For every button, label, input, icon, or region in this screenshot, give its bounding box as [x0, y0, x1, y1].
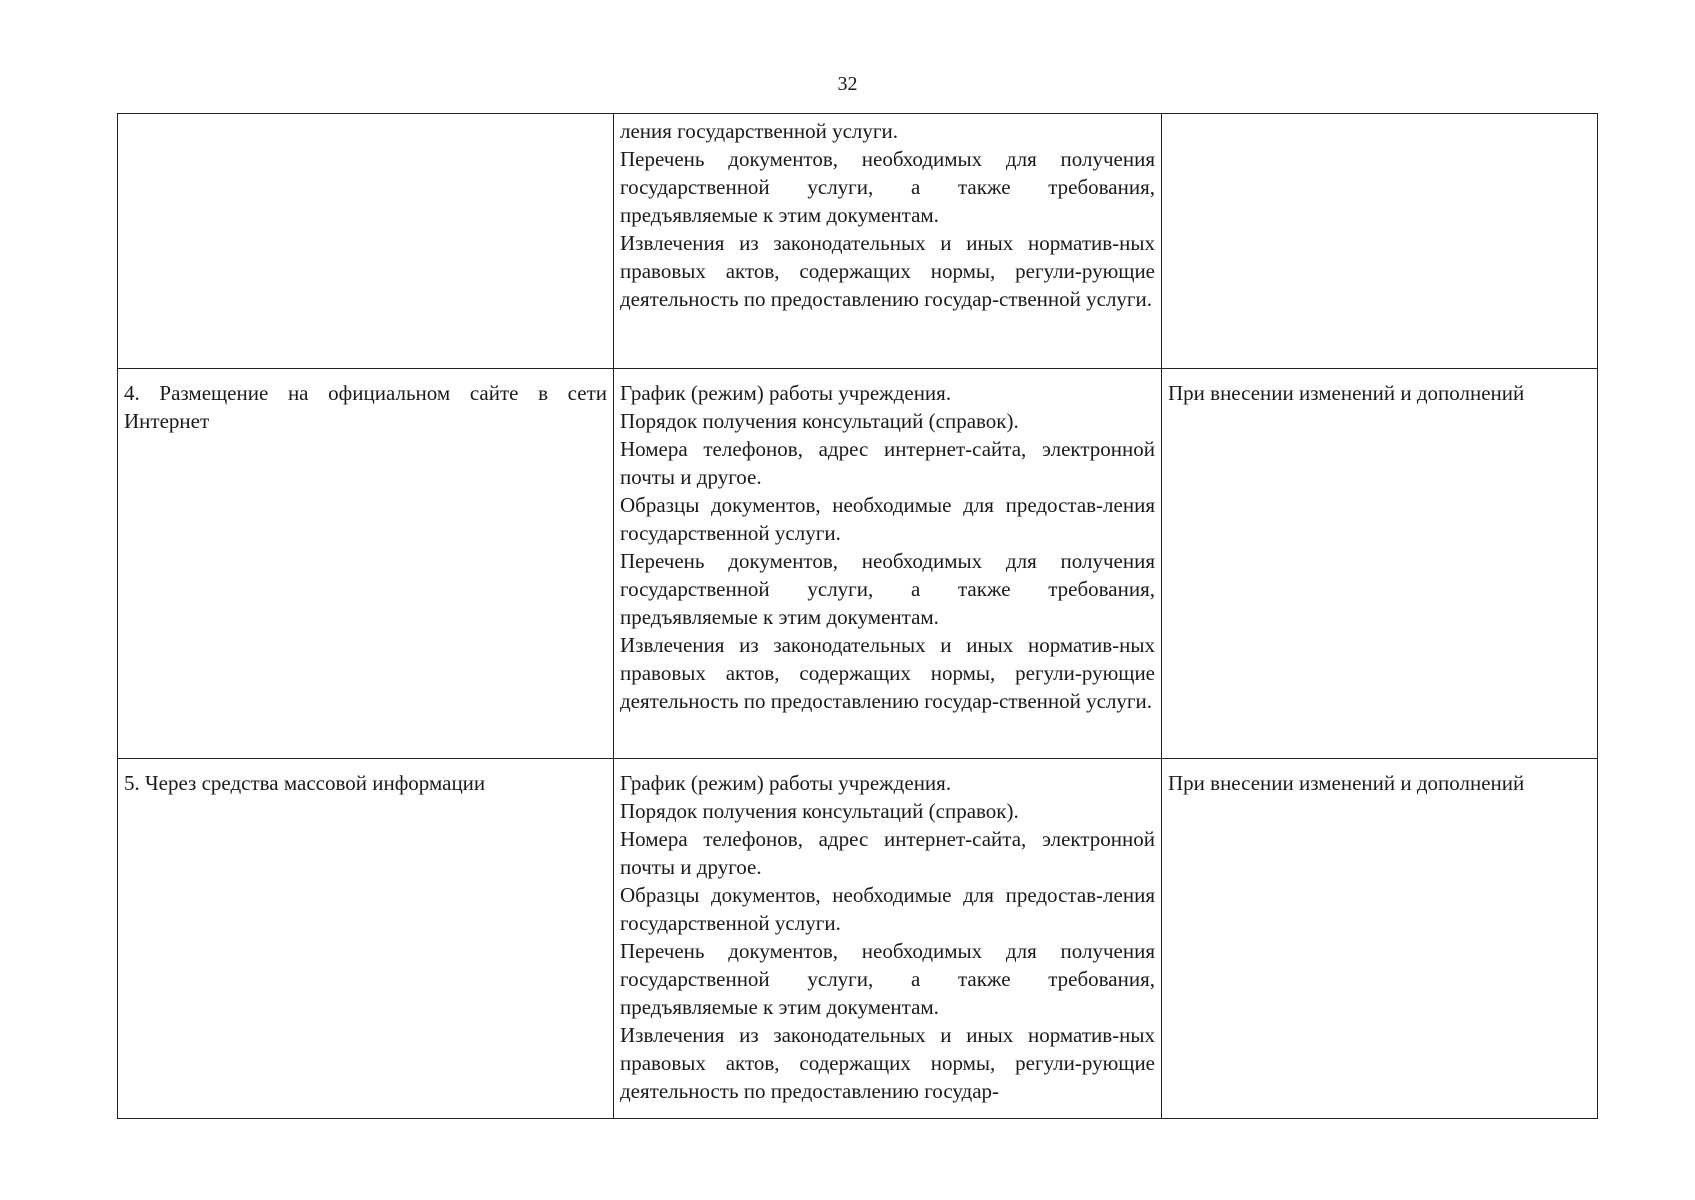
method-cell: [118, 114, 614, 369]
page-number: 32: [837, 73, 858, 95]
content-paragraph: Порядок получения консультаций (справок).: [620, 409, 1019, 433]
content-paragraph: Номера телефонов, адрес интернет-сайта, электронной почты и другое.: [620, 437, 1155, 489]
content-paragraph: Образцы документов, необходимые для предостав-ления государственной услуги.: [620, 493, 1155, 545]
method-cell: [118, 759, 614, 1119]
content-cell: [614, 369, 1162, 759]
table-row: [118, 114, 1598, 369]
content-paragraph: Перечень документов, необходимых для получения государственной услуги, а также требования, предъявляемые к этим документам.: [620, 549, 1155, 629]
method-text: 5. Через средства массовой информации: [124, 771, 486, 795]
content-paragraph: Порядок получения консультаций (справок).: [620, 799, 1019, 823]
method-text: 4. Размещение на официальном сайте в сети Интернет: [124, 381, 607, 433]
frequency-cell: [1162, 369, 1598, 759]
content-paragraph: Перечень документов, необходимых для получения государственной услуги, а также требования, предъявляемые к этим документам.: [620, 147, 1155, 227]
frequency-cell: [1162, 114, 1598, 369]
content-paragraph: Перечень документов, необходимых для получения государственной услуги, а также требования, предъявляемые к этим документам.: [620, 939, 1155, 1019]
content-paragraph: График (режим) работы учреждения.: [620, 381, 952, 405]
frequency-text: При внесении изменений и дополнений: [1168, 381, 1525, 405]
frequency-text: При внесении изменений и дополнений: [1168, 771, 1525, 795]
content-paragraph: Извлечения из законодательных и иных норматив-ных правовых актов, содержащих нормы, регули-рующие деятельность по предоставлению государ-ственной услуги.: [620, 231, 1155, 311]
content-paragraph: График (режим) работы учреждения.: [620, 771, 952, 795]
table-row: [118, 369, 1598, 759]
method-cell: [118, 369, 614, 759]
content-cell: [614, 759, 1162, 1119]
content-paragraph: Образцы документов, необходимые для предостав-ления государственной услуги.: [620, 883, 1155, 935]
frequency-cell: [1162, 759, 1598, 1119]
table-row: [118, 759, 1598, 1119]
content-cell: [614, 114, 1162, 369]
information-table: [117, 113, 1598, 1119]
content-paragraph: ления государственной услуги.: [620, 119, 899, 143]
content-paragraph: Номера телефонов, адрес интернет-сайта, электронной почты и другое.: [620, 827, 1155, 879]
content-paragraph: Извлечения из законодательных и иных норматив-ных правовых актов, содержащих нормы, регули-рующие деятельность по предоставлению государ-: [620, 1023, 1155, 1103]
content-paragraph: Извлечения из законодательных и иных норматив-ных правовых актов, содержащих нормы, регули-рующие деятельность по предоставлению государ-ственной услуги.: [620, 633, 1155, 713]
